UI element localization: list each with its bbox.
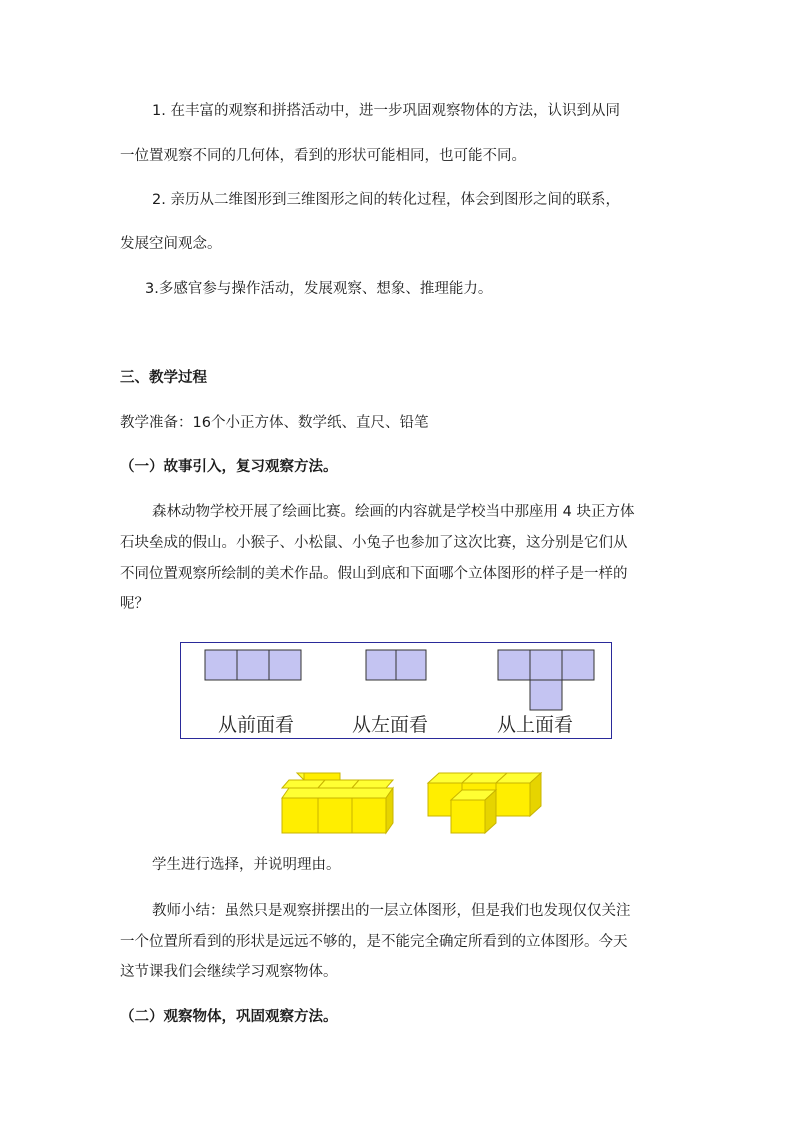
goal-2-line-2: 发展空间观念。 (120, 236, 222, 252)
cube-face (318, 798, 352, 833)
view-square (237, 650, 269, 680)
part-1-heading: （一）故事引入，复习观察方法。 (120, 459, 338, 475)
goal-2-line-1: 2. 亲历从二维图形到三维图形之间的转化过程，体会到图形之间的联系， (152, 192, 620, 208)
view-label-left: 从左面看 (352, 714, 429, 736)
summary-line-3: 这节课我们会继续学习观察物体。 (120, 964, 338, 980)
view-square (562, 650, 594, 680)
students-choose: 学生进行选择，并说明理由。 (152, 857, 341, 873)
view-square (530, 680, 562, 710)
top-view-shape (498, 650, 594, 710)
view-square (366, 650, 396, 680)
part-2-heading: （二）观察物体，巩固观察方法。 (120, 1009, 338, 1025)
story-line-1: 森林动物学校开展了绘画比赛。绘画的内容就是学校当中那座用 4 块正方体 (152, 504, 635, 520)
solid-a (282, 773, 393, 833)
view-square (530, 650, 562, 680)
front-view-shape (205, 650, 301, 680)
section-3-heading: 三、教学过程 (120, 370, 207, 386)
goal-1-line-1: 1. 在丰富的观察和拼搭活动中，进一步巩固观察物体的方法，认识到从同 (152, 103, 620, 119)
view-square (269, 650, 301, 680)
cube-face (496, 783, 530, 816)
story-line-3: 不同位置观察所绘制的美术作品。假山到底和下面哪个立体图形的样子是一样的 (120, 566, 628, 582)
cube-face (282, 798, 318, 833)
goal-1-line-2: 一位置观察不同的几何体，看到的形状可能相同，也可能不同。 (120, 148, 526, 164)
summary-line-1: 教师小结：虽然只是观察拼摆出的一层立体图形，但是我们也发现仅仅关注 (152, 903, 631, 919)
view-label-front: 从前面看 (218, 714, 295, 736)
view-square (396, 650, 426, 680)
story-line-2: 石块垒成的假山。小猴子、小松鼠、小兔子也参加了这次比赛，这分别是它们从 (120, 535, 628, 551)
summary-line-2: 一个位置所看到的形状是远远不够的，是不能完全确定所看到的立体图形。今天 (120, 934, 628, 950)
view-label-top: 从上面看 (497, 714, 574, 736)
view-square (498, 650, 530, 680)
goal-3: 3.多感官参与操作活动，发展观察、想象、推理能力。 (145, 281, 493, 297)
cube-face (352, 798, 386, 833)
left-view-shape (366, 650, 426, 680)
cube-face (451, 800, 485, 833)
cube-face (352, 780, 393, 788)
story-line-4: 呢？ (120, 596, 149, 612)
view-square (205, 650, 237, 680)
cube-face (282, 788, 393, 798)
solid-b (428, 773, 541, 833)
teaching-preparation: 教学准备：16个小正方体、数学纸、直尺、铅笔 (120, 415, 429, 431)
cube-solids-figure (280, 770, 550, 838)
cube-face (304, 773, 340, 780)
